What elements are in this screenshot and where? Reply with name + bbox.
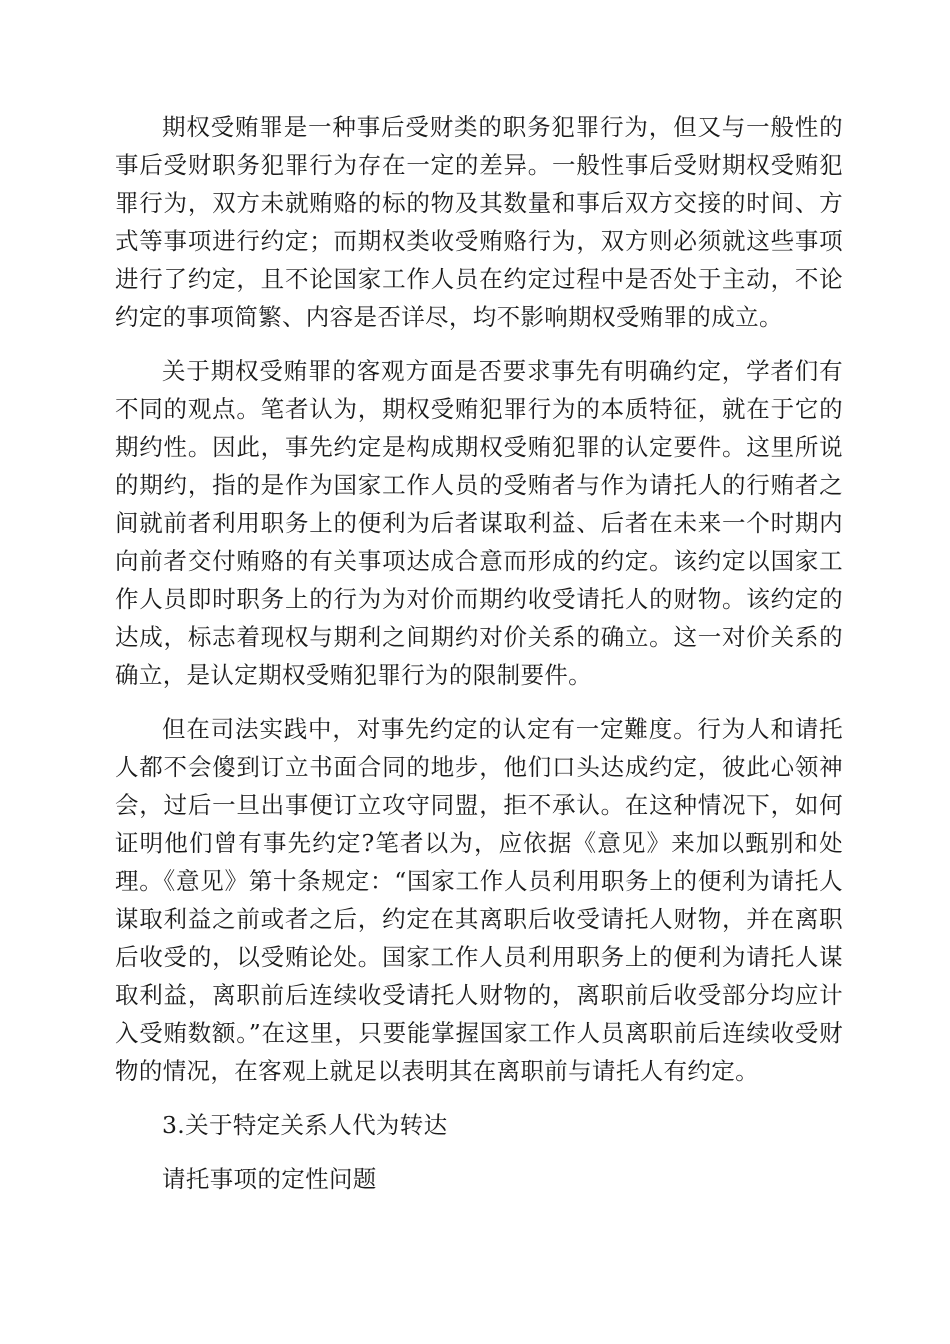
section-heading: 3.关于特定关系人代为转达 bbox=[162, 1111, 448, 1139]
section-subheading: 请托事项的定性问题 bbox=[162, 1165, 377, 1193]
paragraph-3: 但在司法实践中，对事先约定的认定有一定難度。行为人和请托人都不会傻到订立书面合同的地步，他们口头达成约定，彼此心领神会，过后一旦出事便订立攻守同盟，拒不承认。在这种情况下，如何证明他们曾有事先约定?笔者以为，应依据《意见》来加以甄别和处理。《意见》第十条规定：“国家工作人员利用职务上的便利为请托人谋取利益之前或者之后，约定在其离职后收受请托人财物，并在离职后收受的，以受贿论处。国家工作人员利用职务上的便利为请托人谋取利益，离职前后连续收受请托人财物的，离职前后收受部分均应计入受贿数额。”在这里，只要能掌握国家工作人员离职前后连续收受财物的情况，在客观上就足以表明其在离职前与请托人有约定。 bbox=[115, 715, 843, 1085]
paragraph-1: 期权受贿罪是一种事后受财类的职务犯罪行为，但又与一般性的事后受财职务犯罪行为存在一定的差异。一般性事后受财期权受贿犯罪行为，双方未就贿赂的标的物及其数量和事后双方交接的时间、方式等事项进行约定；而期权类收受贿赂行为，双方则必须就这些事项进行了约定，且不论国家工作人员在约定过程中是否处于主动，不论约定的事项简繁、内容是否详尽，均不影响期权受贿罪的成立。 bbox=[115, 113, 843, 331]
document-body bbox=[115, 108, 843, 1214]
paragraph-2: 关于期权受贿罪的客观方面是否要求事先有明确约定，学者们有不同的观点。笔者认为，期权受贿犯罪行为的本质特征，就在于它的期约性。因此，事先约定是构成期权受贿犯罪的认定要件。这里所说的期约，指的是作为国家工作人员的受贿者与作为请托人的行贿者之间就前者利用职务上的便利为后者谋取利益、后者在未来一个时期内向前者交付贿赂的有关事项达成合意而形成的约定。该约定以国家工作人员即时职务上的行为为对价而期约收受请托人的财物。该约定的达成，标志着现权与期利之间期约对价关系的确立。这一对价关系的确立，是认定期权受贿犯罪行为的限制要件。 bbox=[115, 357, 843, 689]
